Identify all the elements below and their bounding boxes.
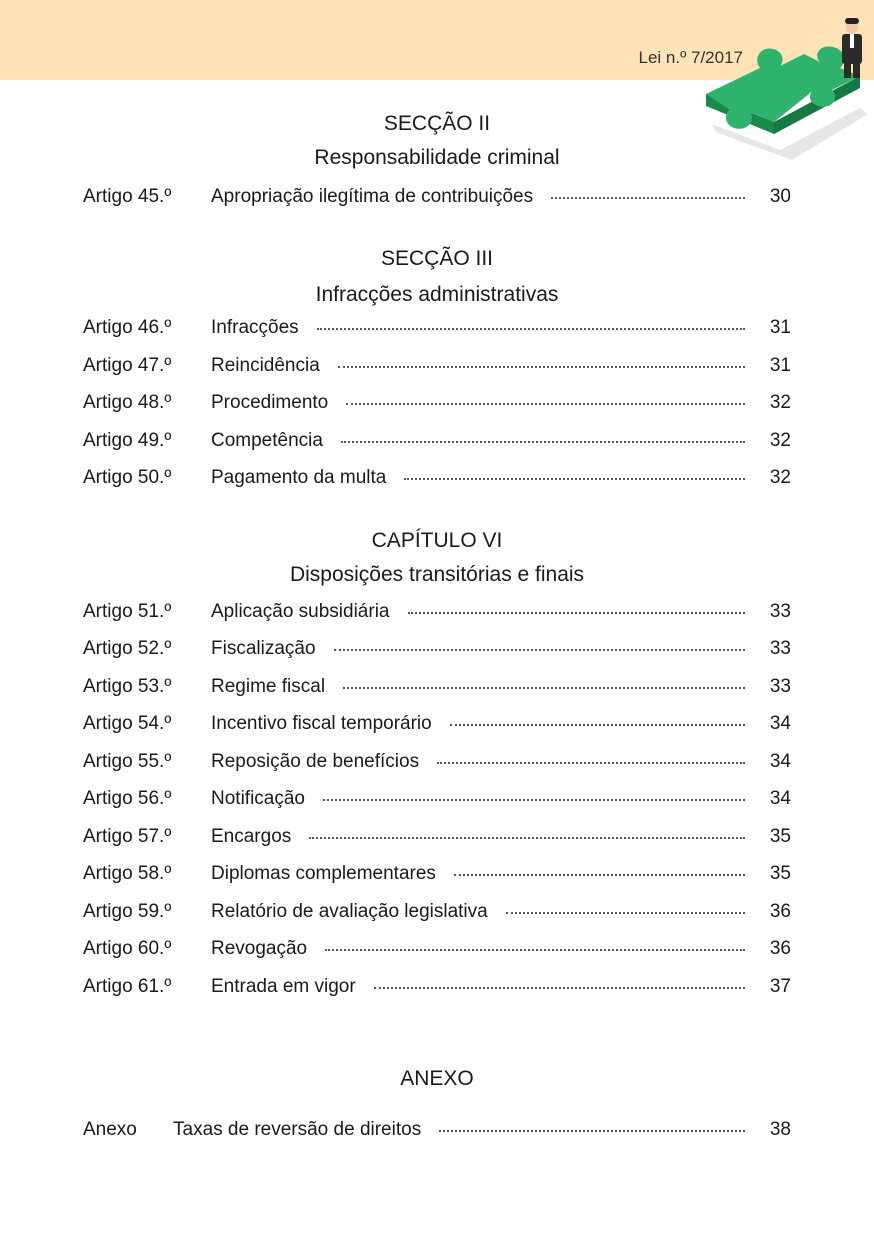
article-number: Artigo 58.º <box>83 863 172 884</box>
section-title-seccao-iii: SECÇÃO III <box>380 247 494 270</box>
dot-leader <box>404 478 745 480</box>
article-number: Artigo 59.º <box>83 901 172 922</box>
article-title: Pagamento da multa <box>211 467 387 488</box>
page-number: 33 <box>769 638 791 659</box>
article-title: Encargos <box>211 826 292 847</box>
page-number: 33 <box>769 676 791 697</box>
article-number: Artigo 52.º <box>83 638 172 659</box>
toc-entry[interactable] <box>83 676 791 702</box>
article-title: Procedimento <box>211 392 329 413</box>
chapter-subtitle-capitulo-vi: Disposições transitórias e finais <box>289 563 585 586</box>
dot-leader <box>309 837 745 839</box>
annex-label: Anexo <box>83 1119 137 1140</box>
toc-entry[interactable] <box>83 713 791 739</box>
article-number: Artigo 54.º <box>83 713 172 734</box>
toc-entry[interactable] <box>83 1119 791 1145</box>
article-title: Reincidência <box>211 355 320 376</box>
page-number: 37 <box>769 976 791 997</box>
article-number: Artigo 60.º <box>83 938 172 959</box>
dot-leader <box>317 328 745 330</box>
article-title: Incentivo fiscal temporário <box>211 713 432 734</box>
law-title: Lei n.º 7/2017 <box>638 48 743 67</box>
toc-entry[interactable] <box>83 826 791 852</box>
toc-entry[interactable] <box>83 355 791 381</box>
dot-leader <box>551 197 745 199</box>
toc-entry[interactable] <box>83 392 791 418</box>
page-number: 32 <box>769 430 791 451</box>
puzzle-piece-with-person-icon <box>700 14 874 160</box>
toc-entry[interactable] <box>83 788 791 814</box>
article-number: Artigo 48.º <box>83 392 172 413</box>
dot-leader <box>437 762 745 764</box>
article-number: Artigo 51.º <box>83 601 172 622</box>
article-title: Relatório de avaliação legislativa <box>211 901 488 922</box>
chapter-title-capitulo-vi: CAPÍTULO VI <box>371 529 503 552</box>
article-number: Artigo 49.º <box>83 430 172 451</box>
dot-leader <box>325 949 745 951</box>
dot-leader <box>408 612 746 614</box>
article-number: Artigo 61.º <box>83 976 172 997</box>
dot-leader <box>450 724 745 726</box>
page-number: 32 <box>769 392 791 413</box>
article-number: Artigo 56.º <box>83 788 172 809</box>
toc-entry[interactable] <box>83 638 791 664</box>
article-title: Revogação <box>211 938 308 959</box>
article-number: Artigo 53.º <box>83 676 172 697</box>
toc-entry[interactable] <box>83 186 791 212</box>
page-number: 35 <box>769 826 791 847</box>
section-title-seccao-ii: SECÇÃO II <box>383 112 491 135</box>
dot-leader <box>334 649 745 651</box>
article-number: Artigo 47.º <box>83 355 172 376</box>
toc-entry[interactable] <box>83 467 791 493</box>
article-number: Artigo 46.º <box>83 317 172 338</box>
article-title: Regime fiscal <box>211 676 326 697</box>
toc-entry[interactable] <box>83 976 791 1002</box>
dot-leader <box>439 1130 745 1132</box>
article-number: Artigo 57.º <box>83 826 172 847</box>
page-number: 31 <box>769 355 791 376</box>
dot-leader <box>341 441 745 443</box>
page-number: 34 <box>769 788 791 809</box>
toc-entry[interactable] <box>83 601 791 627</box>
page-number: 35 <box>769 863 791 884</box>
section-subtitle-seccao-ii: Responsabilidade criminal <box>314 146 560 169</box>
page-number: 34 <box>769 751 791 772</box>
article-title: Fiscalização <box>211 638 316 659</box>
article-number: Artigo 50.º <box>83 467 172 488</box>
dot-leader <box>506 912 745 914</box>
page-number: 36 <box>769 901 791 922</box>
page-number: 38 <box>769 1119 791 1140</box>
toc-entry[interactable] <box>83 863 791 889</box>
article-title: Entrada em vigor <box>211 976 356 997</box>
page-number: 30 <box>769 186 791 207</box>
article-title: Apropriação ilegítima de contribuições <box>211 186 534 207</box>
article-number: Artigo 55.º <box>83 751 172 772</box>
dot-leader <box>374 987 745 989</box>
annex-title: ANEXO <box>400 1067 474 1090</box>
article-title: Aplicação subsidiária <box>211 601 390 622</box>
article-title: Diplomas complementares <box>211 863 436 884</box>
page-number: 31 <box>769 317 791 338</box>
dot-leader <box>323 799 745 801</box>
toc-entry[interactable] <box>83 317 791 343</box>
page-number: 34 <box>769 713 791 734</box>
dot-leader <box>346 403 745 405</box>
dot-leader <box>338 366 745 368</box>
article-title: Competência <box>211 430 323 451</box>
toc-entry[interactable] <box>83 938 791 964</box>
page-number: 32 <box>769 467 791 488</box>
toc-entry[interactable] <box>83 430 791 456</box>
toc-entry[interactable] <box>83 901 791 927</box>
page-number: 33 <box>769 601 791 622</box>
dot-leader <box>343 687 745 689</box>
article-title: Reposição de benefícios <box>211 751 420 772</box>
dot-leader <box>454 874 745 876</box>
section-subtitle-seccao-iii: Infracções administrativas <box>315 283 559 306</box>
annex-entry-title: Taxas de reversão de direitos <box>173 1119 422 1140</box>
toc-entry[interactable] <box>83 751 791 777</box>
article-number: Artigo 45.º <box>83 186 172 207</box>
article-title: Infracções <box>211 317 299 338</box>
page-number: 36 <box>769 938 791 959</box>
article-title: Notificação <box>211 788 305 809</box>
